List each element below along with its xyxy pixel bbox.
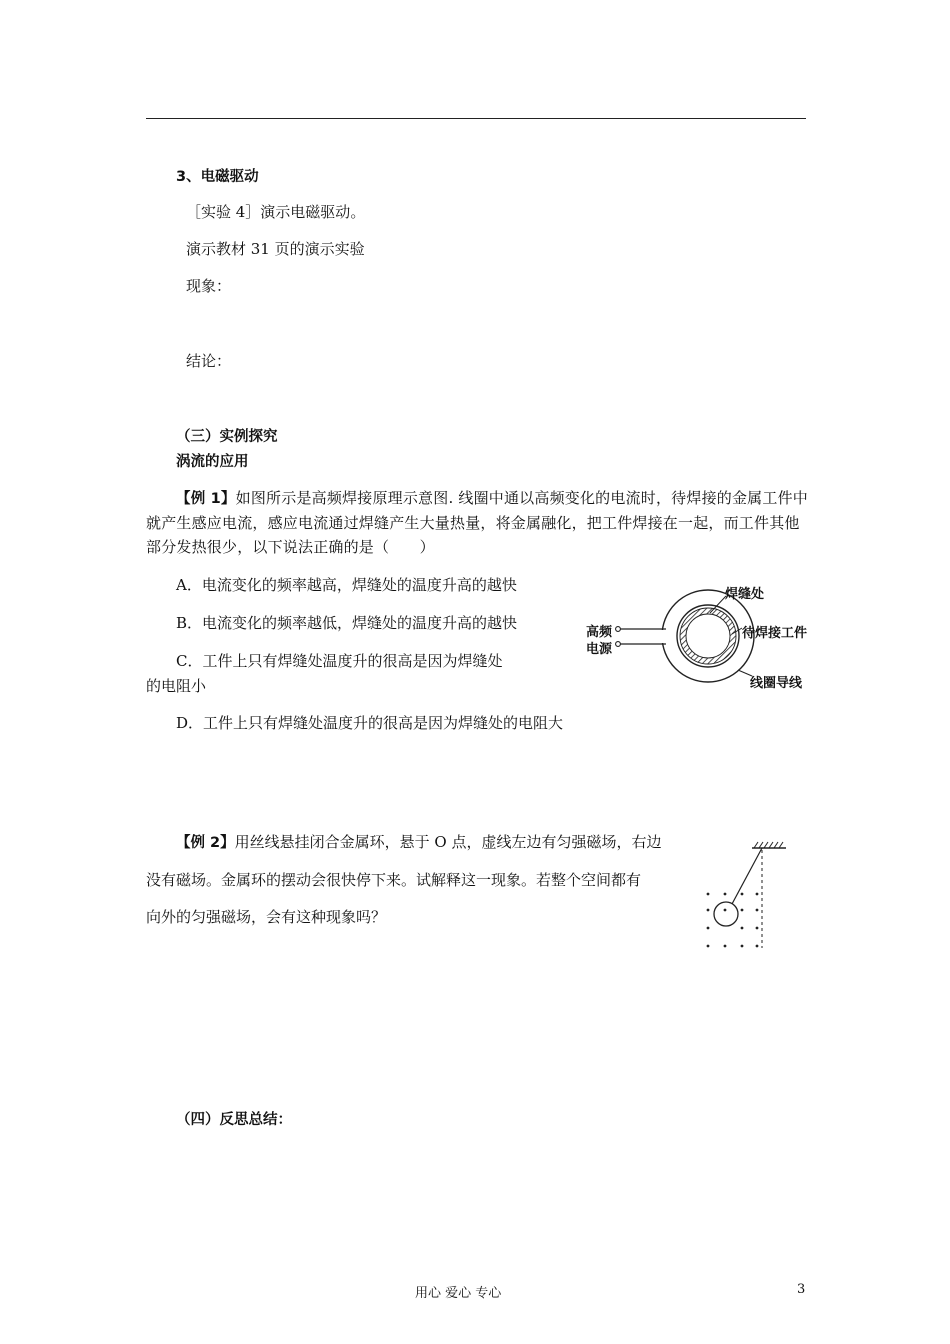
example1-text: 如图所示是高频焊接原理示意图. 线圈中通以高频变化的电流时，待焊接的金属工件中就产生感应电流，感应电流通过焊缝产生大量热量，将金属融化，把工件焊接在一起，而工件其他部分发热很少，以下说法正确的是（ ） — [146, 489, 808, 556]
demo-line: 演示教材 31 页的演示实验 — [186, 240, 365, 258]
experiment-line: ［实验 4］演示电磁驱动。 — [186, 203, 366, 221]
figure-label-source-1: 高频 — [586, 625, 613, 640]
option-c-line2: 的电阻小 — [146, 677, 207, 695]
section-heading-4: （四）反思总结： — [176, 1112, 292, 1128]
example1-tag: 【例 1】 — [176, 491, 236, 507]
option-b: B．电流变化的频率越低，焊缝处的温度升高的越快 — [176, 614, 518, 632]
section-heading-3: 3、电磁驱动 — [176, 169, 259, 185]
option-c-line1: C．工件上只有焊缝处温度升的很高是因为焊缝处 — [176, 652, 503, 670]
example2-tag: 【例 2】 — [176, 835, 235, 851]
section-subheading-eddy: 涡流的应用 — [176, 454, 249, 470]
example2-line1: 【例 2】用丝线悬挂闭合金属环，悬于 O 点，虚线左边有匀强磁场，右边 — [176, 833, 662, 851]
header-rule — [146, 118, 806, 119]
figure-label-coil: 线圈导线 — [750, 676, 803, 691]
figure-label-workpiece: 待焊接工件 — [742, 626, 808, 641]
option-d: D．工件上只有焊缝处温度升的很高是因为焊缝处的电阻大 — [176, 714, 564, 732]
section-heading-examples: （三）实例探究 — [176, 429, 278, 445]
phenomenon-label: 现象： — [186, 277, 232, 295]
page-number: 3 — [797, 1282, 806, 1297]
footer-text: 用心 爱心 专心 — [415, 1286, 502, 1301]
option-a: A．电流变化的频率越高，焊缝处的温度升高的越快 — [176, 576, 517, 594]
pendulum-diagram — [700, 836, 792, 952]
example1-paragraph — [146, 486, 810, 559]
example2-line3: 向外的匀强磁场，会有这种现象吗？ — [146, 908, 387, 926]
figure-label-weld: 焊缝处 — [725, 587, 765, 602]
conclusion-label: 结论： — [186, 352, 232, 370]
figure-label-source-2: 电源 — [586, 642, 613, 657]
example2-line2: 没有磁场。金属环的摆动会很快停下来。试解释这一现象。若整个空间都有 — [146, 871, 642, 889]
